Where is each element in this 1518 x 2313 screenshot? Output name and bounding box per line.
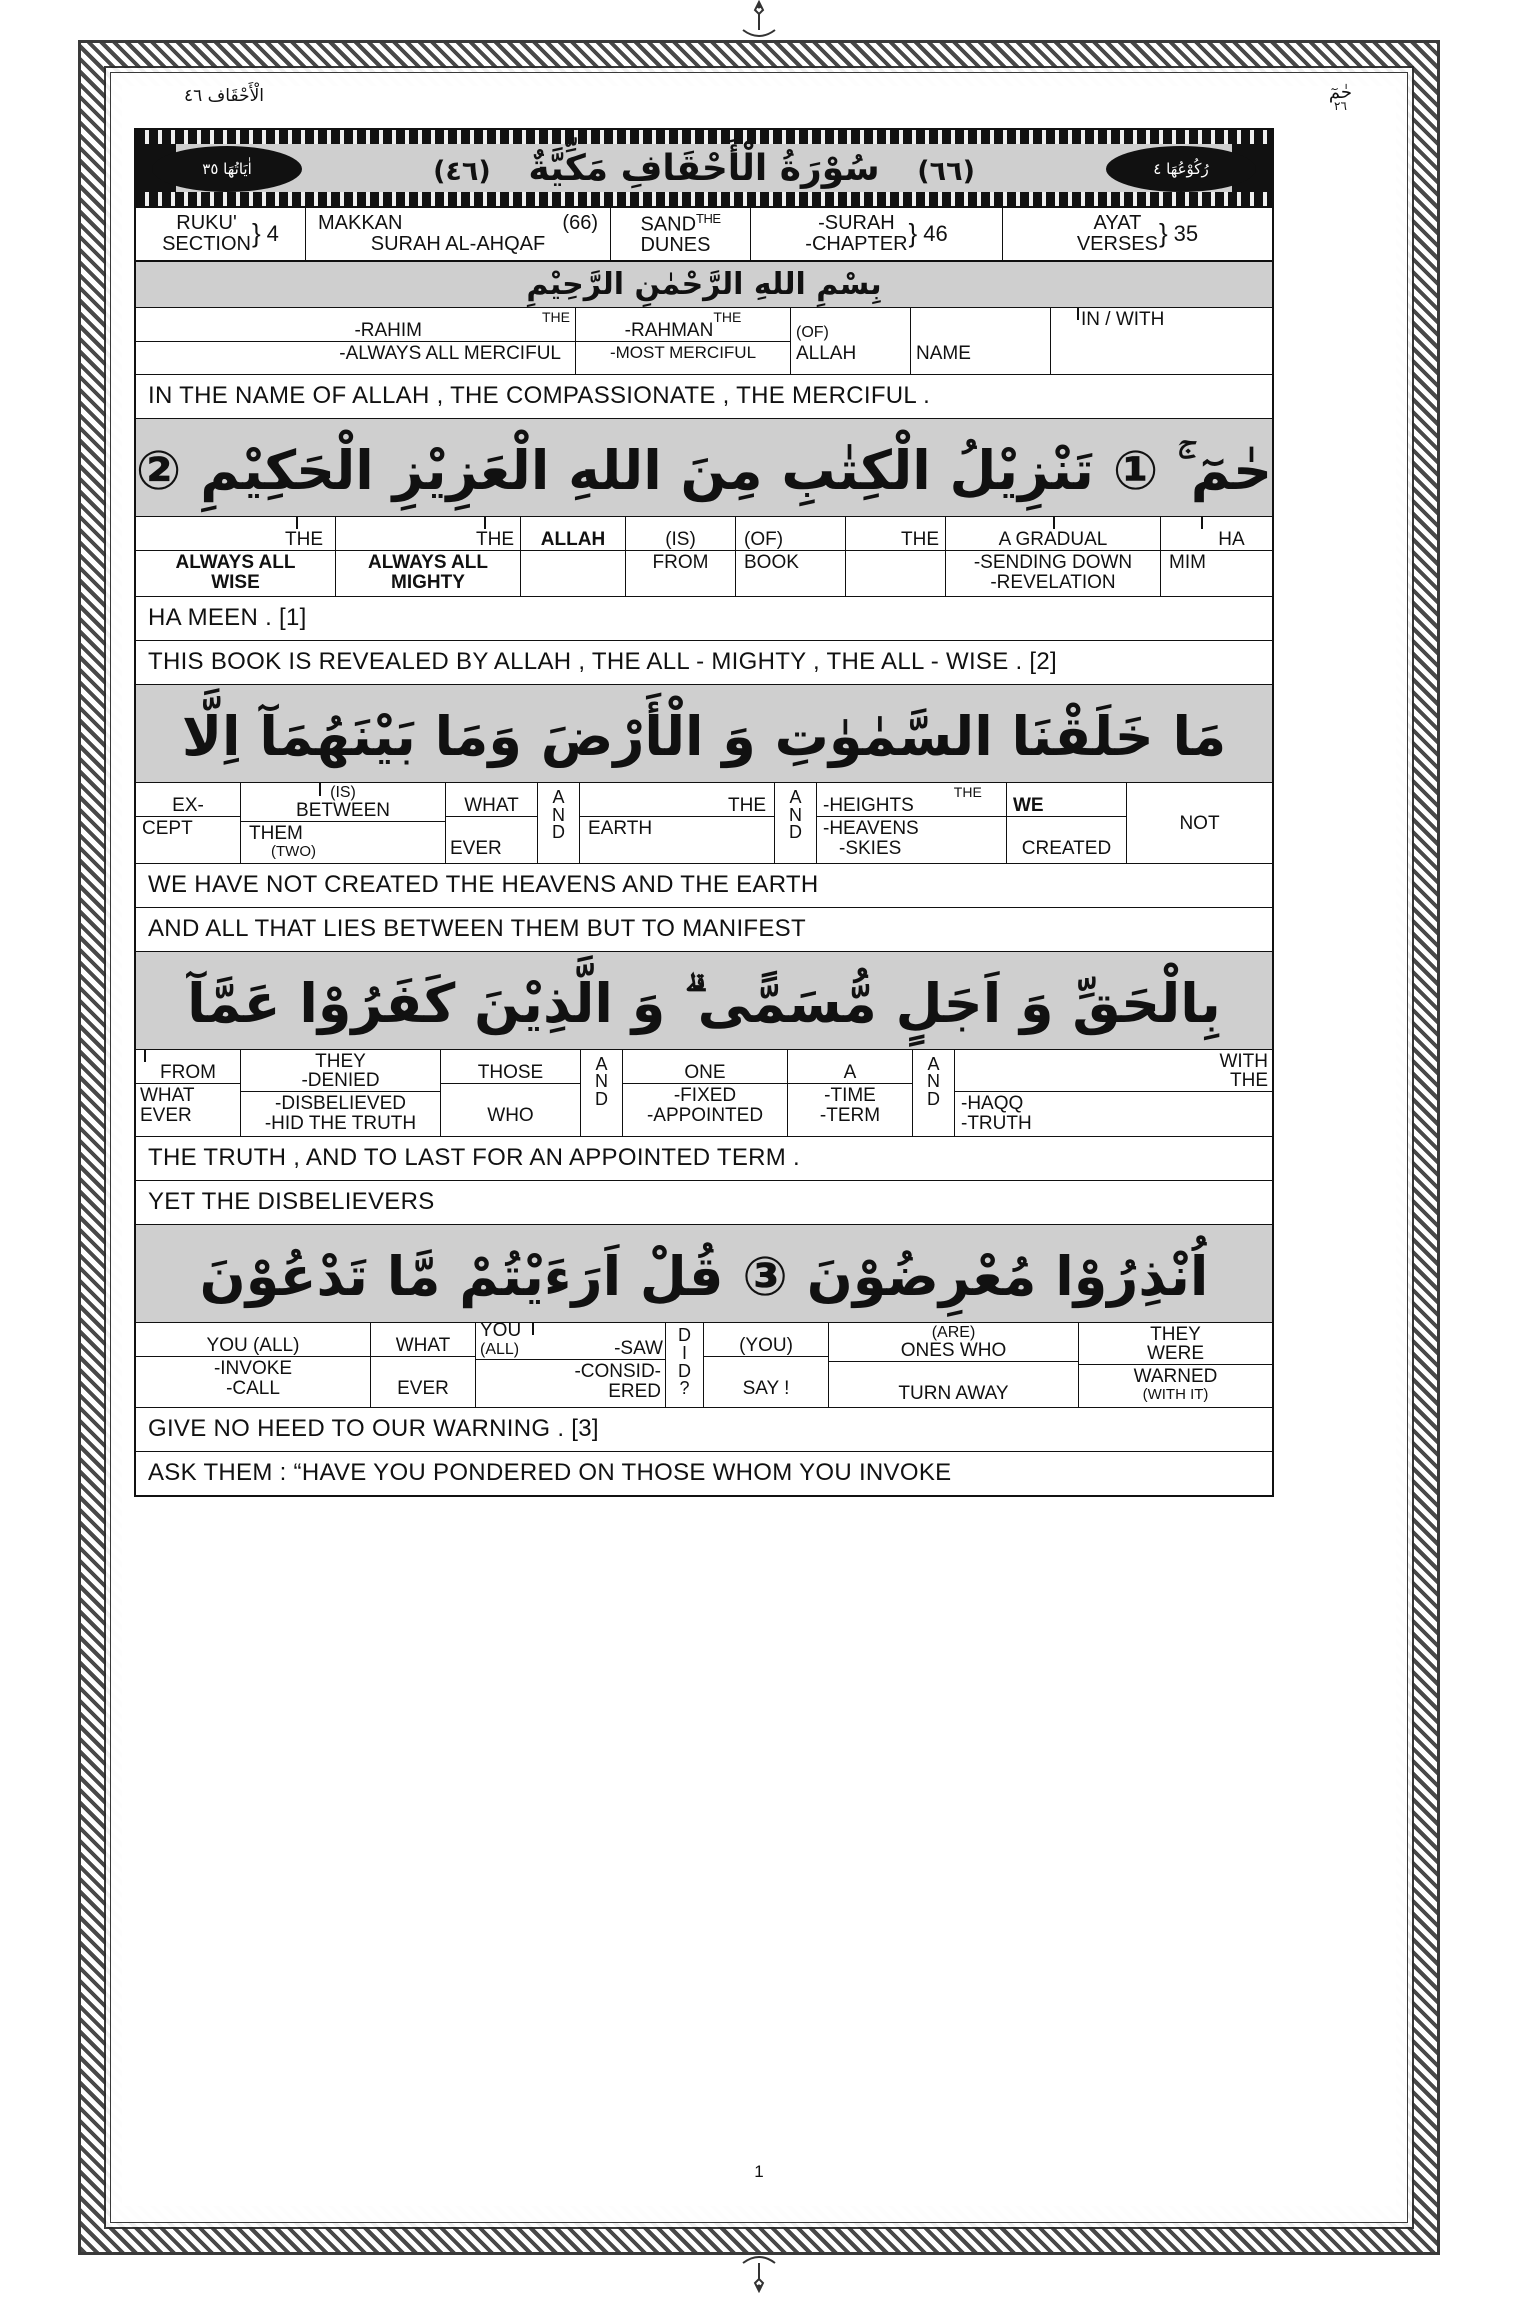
word-tick <box>1077 307 1079 320</box>
word-inwith-text: IN / WITH <box>1081 309 1165 330</box>
word-we-created <box>1007 783 1127 863</box>
word-call: -CALL <box>226 1378 280 1400</box>
and-letters: A N D <box>552 786 565 843</box>
banner-dots-top <box>136 130 1272 144</box>
word-created: CREATED <box>1021 837 1112 859</box>
word-the-earth <box>580 783 775 863</box>
word-a: A <box>788 1050 912 1084</box>
word-of-book <box>736 517 846 596</box>
word-top <box>336 517 520 551</box>
word-tick <box>296 516 298 529</box>
page-content <box>122 82 1396 2206</box>
word-earth: EARTH <box>588 817 653 839</box>
word-ones-who: ONES WHO <box>900 1340 1007 1362</box>
word-tick <box>1053 516 1055 529</box>
word-meaning <box>136 1357 370 1402</box>
verse-1-2-arabic: حٰمٓ ۚ ① تَنْزِيْلُ الْكِتٰبِ مِنَ اللهِ الْعَزِيْزِ الْحَكِيْمِ ② <box>136 419 1272 517</box>
info-sand-sup: THE <box>696 210 721 226</box>
word-line2: MIGHTY <box>391 571 465 593</box>
word-except <box>136 783 241 863</box>
word-top <box>1161 517 1272 551</box>
word-top <box>476 1320 665 1360</box>
bismillah-word-name <box>911 308 1051 374</box>
word-line1: ALWAYS ALL <box>368 552 488 573</box>
word-truth: -TRUTH <box>961 1112 1032 1134</box>
word-meaning <box>1079 1365 1272 1406</box>
info-ruku-value: 4 <box>266 220 279 246</box>
word-name-meaning: NAME <box>916 343 971 364</box>
word-they: THEY <box>315 1050 366 1072</box>
word-hid-truth: -HID THE TRUTH <box>264 1112 417 1134</box>
word-ever: EVER <box>140 1104 192 1126</box>
word-inwith-meaning <box>1051 308 1272 342</box>
and-letters: A N D <box>595 1053 608 1109</box>
finial-bottom-icon <box>729 2253 789 2295</box>
word-heights: -HEIGHTS <box>823 794 914 816</box>
word-say: SAY ! <box>742 1378 790 1400</box>
bismillah-arabic: بِسْمِ اللهِ الرَّحْمٰنِ الرَّحِيْمِ <box>136 262 1272 308</box>
info-ayat-line1: AYAT <box>1093 212 1142 235</box>
word-blank <box>846 551 945 583</box>
word-is: (IS) <box>626 517 735 551</box>
bismillah-word-rahim <box>136 308 576 374</box>
word-the: THE <box>476 529 514 550</box>
verse-3b-translation-1: THE TRUTH , AND TO LAST FOR AN APPOINTED TERM . <box>136 1137 1272 1181</box>
word-and-stack <box>913 1050 954 1110</box>
bismillah-word-inwith <box>1051 308 1272 374</box>
bismillah-word-rahman <box>576 308 791 374</box>
word-top <box>136 1050 240 1084</box>
word-meaning <box>136 551 335 596</box>
word-top <box>829 1323 1078 1362</box>
word-them: THEM <box>249 822 303 844</box>
info-sand-line1: $SAND^{THE}$ <box>640 210 721 236</box>
info-ruku-line1: RUKU' <box>176 212 237 235</box>
word-rahim-meaning: -ALWAYS ALL MERCIFUL <box>339 343 561 364</box>
bismillah-word-allah <box>791 308 911 374</box>
word-saw: -SAW <box>614 1338 663 1360</box>
and-letters: A N D <box>789 786 802 843</box>
word-tick <box>484 516 486 529</box>
word-top <box>911 308 1050 342</box>
word-allah-text: ALLAH <box>521 517 625 551</box>
word-inwith-blank <box>1051 342 1272 374</box>
finial-top-icon <box>729 0 789 42</box>
word-allah <box>521 517 626 596</box>
word-of: (OF) <box>736 517 845 551</box>
info-surah-line2: -CHAPTER <box>805 232 908 255</box>
word-rahim-translit: -RAHIM <box>354 320 422 341</box>
word-top <box>955 1050 1272 1092</box>
info-ayat-verses <box>1003 208 1272 260</box>
word-haqq: -HAQQ <box>961 1092 1024 1114</box>
word-gradual-revelation <box>946 517 1161 596</box>
word-who: WHO <box>487 1104 534 1126</box>
word-you-all-invoke <box>136 1323 371 1407</box>
word-did-stack <box>666 1323 703 1399</box>
word-ex: EX- <box>136 783 240 817</box>
word-book: BOOK <box>744 552 799 573</box>
bismillah-translation: IN THE NAME OF ALLAH , THE COMPASSIONATE , THE MERCIFUL . <box>136 375 1272 419</box>
word-with-it: (WITH IT) <box>1142 1386 1209 1404</box>
info-makkan-surah <box>306 208 611 260</box>
word-tick <box>144 1049 146 1062</box>
verse-3a-translation-2: AND ALL THAT LIES BETWEEN THEM BUT TO MANIFEST <box>136 908 1272 952</box>
did-letters: D I D ? <box>678 1325 691 1399</box>
word-two: (TWO) <box>271 842 316 860</box>
word-not-text: NOT <box>1179 812 1220 834</box>
info-ayat-line2: VERSES <box>1076 232 1158 255</box>
juz-number: ٢٦ <box>1334 99 1347 113</box>
word-meaning <box>336 551 520 596</box>
verse-1-translation: HA MEEN . [1] <box>136 597 1272 641</box>
page-number: 1 <box>754 2162 764 2181</box>
word-you-say <box>704 1323 829 1407</box>
word-line2: WISE <box>211 571 260 593</box>
word-what: WHAT <box>140 1084 195 1106</box>
word-from: FROM <box>652 552 709 573</box>
word-what: WHAT <box>371 1323 475 1357</box>
info-surah-value: 46 <box>923 220 948 246</box>
word-rahman-sup: THE <box>713 309 742 325</box>
word-and-3 <box>581 1050 623 1137</box>
juz-reference-arabic <box>1329 82 1352 113</box>
word-and-stack <box>775 783 816 843</box>
word-cept: CEPT <box>142 817 193 839</box>
word-is: (IS) <box>330 783 356 801</box>
word-ever: EVER <box>450 837 502 859</box>
word-those-who <box>441 1050 581 1137</box>
word-always-all-wise <box>136 517 336 596</box>
word-between: BETWEEN <box>296 799 390 821</box>
surah-title-banner <box>136 130 1272 208</box>
word-top <box>241 783 445 822</box>
word-meaning <box>623 1084 787 1129</box>
word-the-heavens <box>846 517 946 596</box>
verse-4-word-table <box>136 1320 1272 1408</box>
juz-label: حٰمٓ <box>1328 82 1352 103</box>
word-meaning <box>788 1084 912 1129</box>
info-makkan-line1: MAKKAN <box>318 212 403 235</box>
word-ha: HA <box>1218 529 1245 550</box>
word-a-gradual: A GRADUAL <box>998 529 1108 550</box>
word-top <box>241 1050 440 1092</box>
info-ayat-brace: } <box>1158 218 1168 248</box>
word-they-denied <box>241 1050 441 1137</box>
info-sand-line2: DUNES <box>640 233 711 256</box>
word-top <box>576 308 790 342</box>
verse-3b-arabic: بِالْحَقِّ وَ اَجَلٍ مُّسَمًّى ۗ وَ الَّذِيْنَ كَفَرُوْا عَمَّآ <box>136 952 1272 1050</box>
info-ruku-section <box>136 208 306 260</box>
quran-content-block <box>134 128 1274 1497</box>
banner-dots-bottom <box>136 192 1272 206</box>
word-one-fixed <box>623 1050 788 1137</box>
info-ayat-value: 35 <box>1173 220 1199 246</box>
info-makkan-value: (66) <box>562 212 598 235</box>
word-meaning <box>476 1360 665 1405</box>
verse-2-translation: THIS BOOK IS REVEALED BY ALLAH , THE ALL - MIGHTY , THE ALL - WISE . [2] <box>136 641 1272 685</box>
word-a-time-term <box>788 1050 913 1137</box>
word-and-stack <box>581 1050 622 1110</box>
verse-4-translation-1: GIVE NO HEED TO OUR WARNING . [3] <box>136 1408 1272 1452</box>
word-you-all-saw <box>476 1320 666 1407</box>
word-warned: WARNED <box>1133 1366 1218 1388</box>
word-meaning <box>136 1084 240 1129</box>
word-and-2 <box>775 783 817 863</box>
word-heavens-skies <box>817 783 1007 863</box>
word-the: THE <box>285 529 323 550</box>
word-between-them <box>241 783 446 863</box>
word-top <box>136 308 575 342</box>
banner-cartouche-ayat: اٰيَاتُهَا ٣٥ <box>152 146 302 192</box>
info-surah-brace: } <box>908 218 918 248</box>
word-meaning <box>946 551 1160 596</box>
word-meaning <box>817 817 1006 862</box>
word-the-sup: THE <box>953 783 982 800</box>
word-allah-of: (OF) <box>796 324 829 341</box>
word-disbelieved: -DISBELIEVED <box>275 1092 406 1114</box>
word-and-4 <box>913 1050 955 1137</box>
word-line2: -REVELATION <box>990 571 1116 593</box>
banner-title-arabic <box>176 148 1232 189</box>
word-line1: -SENDING DOWN <box>973 552 1133 573</box>
word-whatever-2 <box>371 1323 476 1407</box>
word-all: (ALL) <box>480 1341 520 1359</box>
word-are: (ARE) <box>931 1324 976 1342</box>
word-heavens: -HEAVENS <box>823 817 919 839</box>
verse-4-translation-2: ASK THEM : “HAVE YOU PONDERED ON THOSE WHOM YOU INVOKE <box>148 1459 952 1487</box>
word-tick <box>532 1322 534 1335</box>
word-what: WHAT <box>446 783 537 817</box>
word-the: THE <box>1230 1069 1268 1091</box>
word-top <box>946 517 1160 551</box>
word-time: -TIME <box>824 1084 876 1106</box>
word-tick <box>319 783 321 796</box>
word-the: THE <box>846 517 945 551</box>
word-one: ONE <box>623 1050 787 1084</box>
surah-reference-arabic: الْأَحْقَاف ٤٦ <box>184 86 264 106</box>
word-ered: ERED <box>608 1381 661 1403</box>
word-line1: ALWAYS ALL <box>175 552 296 573</box>
word-fixed: -FIXED <box>673 1084 737 1106</box>
word-meaning <box>955 1092 1272 1137</box>
word-from: FROM <box>160 1061 216 1083</box>
word-allah-meaning: ALLAH <box>796 343 857 364</box>
verse-3b-translation-2: YET THE DISBELIEVERS <box>136 1181 1272 1225</box>
verse-3a-word-table <box>136 783 1272 864</box>
word-ever: EVER <box>397 1378 449 1400</box>
word-term: -TERM <box>819 1104 881 1126</box>
info-surah-chapter <box>751 208 1003 260</box>
banner-inner <box>142 144 1266 192</box>
word-did <box>666 1323 704 1407</box>
word-they: THEY <box>1150 1324 1201 1346</box>
info-makkan-line2: SURAH AL-AHQAF <box>370 232 546 255</box>
word-rahman-meaning: -MOST MERCIFUL <box>609 343 757 362</box>
verse-3a-arabic: مَا خَلَقْنَا السَّمٰوٰتِ وَ الْأَرْضَ وَمَا بَيْنَهُمَآ اِلَّا <box>136 685 1272 783</box>
word-they-were-warned <box>1079 1323 1272 1407</box>
banner-number-left: (٦٦) <box>917 155 975 187</box>
word-ha-mim <box>1161 517 1272 596</box>
word-appointed: -APPOINTED <box>646 1104 764 1126</box>
word-tick <box>1201 516 1203 529</box>
word-always-all-mighty <box>336 517 521 596</box>
word-and-stack <box>538 783 579 843</box>
word-those: THOSE <box>441 1050 580 1084</box>
word-we: WE <box>1007 783 1126 817</box>
word-mim: MIM <box>1169 552 1206 573</box>
info-ruku-brace: } <box>251 218 261 248</box>
word-rahman-translit: -RAHMAN <box>624 320 714 341</box>
word-were: WERE <box>1147 1343 1204 1365</box>
word-meaning <box>241 1092 440 1137</box>
word-and-1 <box>538 783 580 863</box>
word-top <box>817 783 1006 817</box>
verse-1-2-word-table <box>136 517 1272 597</box>
verse-3a-translation-1: WE HAVE NOT CREATED THE HEAVENS AND THE EARTH <box>136 864 1272 908</box>
verse-3b-word-table <box>136 1050 1272 1138</box>
surah-info-row <box>136 208 1272 262</box>
banner-cartouche-ruku: رُكُوْعُهَا ٤ <box>1106 146 1256 192</box>
bismillah-word-table <box>136 308 1272 375</box>
word-meaning <box>241 822 445 863</box>
word-skies: -SKIES <box>839 837 902 859</box>
info-sand-dunes <box>611 208 751 260</box>
word-turn-away: TURN AWAY <box>898 1383 1009 1405</box>
word-top <box>1079 1323 1272 1365</box>
word-you-all: YOU (ALL) <box>136 1323 370 1357</box>
word-rahim-sup: THE <box>542 309 570 325</box>
word-with: WITH <box>1219 1050 1268 1072</box>
word-you: (YOU) <box>704 1323 828 1357</box>
word-from-whatever <box>136 1050 241 1137</box>
word-consid: -CONSID- <box>574 1361 661 1383</box>
word-top <box>136 517 335 551</box>
banner-surah-name: سُوْرَةُ الْأَحْقَافِ مَكِّيَّةٌ <box>528 147 880 189</box>
verse-4-arabic: اُنْذِرُوْا مُعْرِضُوْنَ ③ قُلْ اَرَءَيْتُمْ مَّا تَدْعُوْنَ <box>136 1225 1272 1323</box>
banner-number-right: (٤٦) <box>433 155 491 187</box>
info-ruku-line2: SECTION <box>162 232 251 255</box>
word-not <box>1127 783 1272 863</box>
word-you: YOU <box>480 1320 522 1342</box>
info-surah-line1: -SURAH <box>818 212 895 235</box>
word-the: THE <box>580 783 774 817</box>
word-blank <box>521 551 625 583</box>
word-denied: -DENIED <box>301 1069 380 1091</box>
and-letters: A N D <box>927 1053 940 1109</box>
word-with-the-haqq <box>955 1050 1272 1137</box>
word-invoke: -INVOKE <box>213 1358 293 1380</box>
word-is-from <box>626 517 736 596</box>
word-ones-who-turn-away <box>829 1323 1079 1407</box>
word-whatever <box>446 783 538 863</box>
